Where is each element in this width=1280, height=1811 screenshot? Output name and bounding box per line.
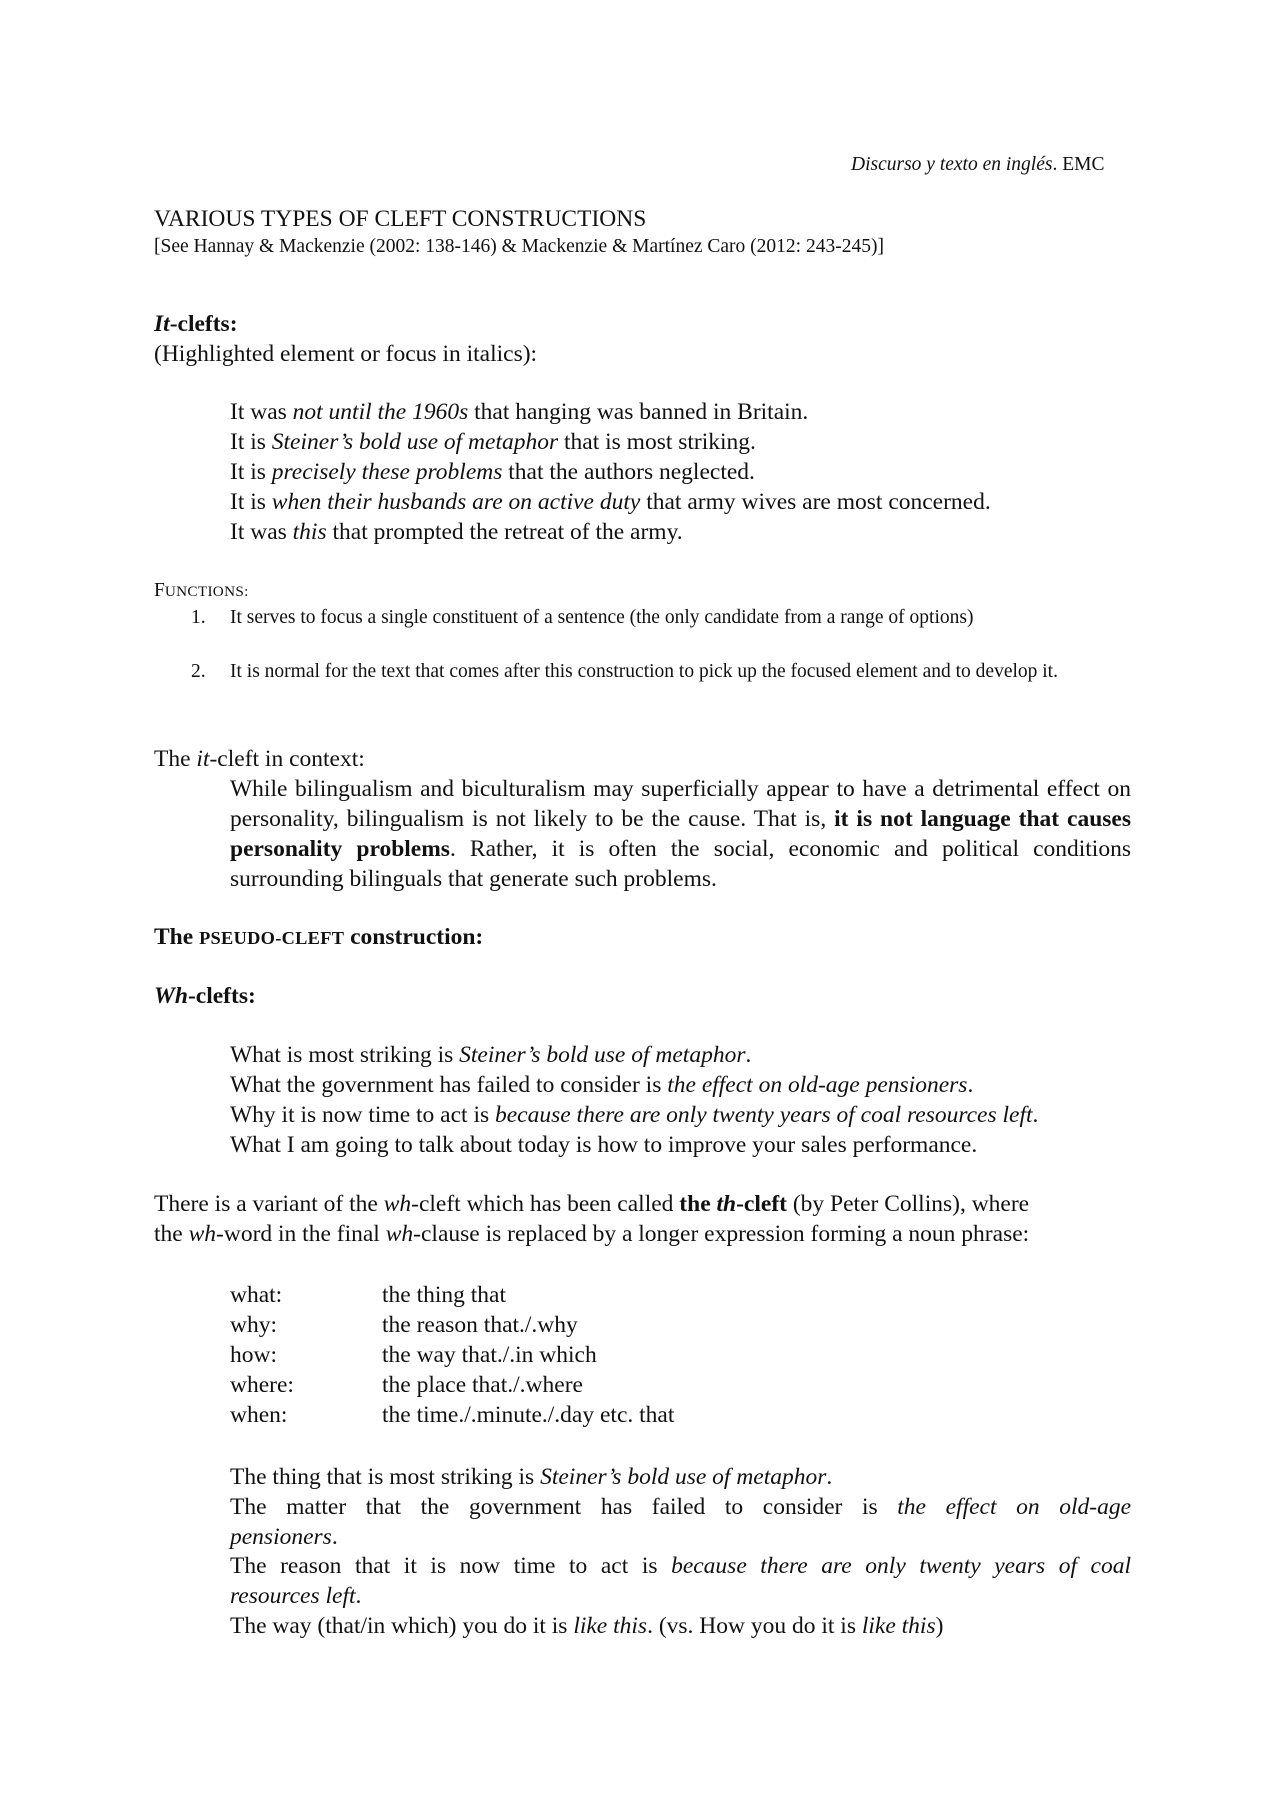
whcleft-example: What I am going to talk about today is how to improve your sales performance. [230, 1132, 978, 1158]
whcleft-example: Why it is now time to act is because there are only twenty years of coal resources left. [230, 1102, 1039, 1128]
list-number: 1. [191, 607, 206, 628]
thcleft-example: The way (that/in which) you do it is like this. (vs. How you do it is like this) [230, 1613, 944, 1639]
whcleft-example: What the government has failed to consider is the effect on old-age pensioners. [230, 1072, 974, 1098]
itclefts-heading: It-clefts: [154, 311, 238, 337]
list-text: It is normal for the text that comes after this construction to pick up the focused element and to develop it. [230, 661, 1058, 682]
mapping-value: the place that./.where [382, 1372, 583, 1398]
whclefts-heading: Wh-clefts: [154, 983, 256, 1009]
itcleft-example: It is when their husbands are on active duty that army wives are most concerned. [230, 489, 991, 515]
mapping-key: why: [230, 1312, 277, 1338]
page-title: VARIOUS TYPES OF CLEFT CONSTRUCTIONS [154, 206, 647, 232]
thcleft-example: The reason that it is now time to act is because there are only twenty years of coal resources left. [230, 1553, 1132, 1609]
itcleft-example: It is precisely these problems that the authors neglected. [230, 459, 755, 485]
mapping-value: the way that./.in which [382, 1342, 597, 1368]
mapping-value: the reason that./.why [382, 1312, 578, 1338]
mapping-key: what: [230, 1282, 283, 1308]
context-paragraph: While bilingualism and biculturalism may superficially appear to have a detrimental effect on personality, bilingualism is not likely to be the cause. That is, it is not language that causes personality problems. Rather, it is often the social, economic and political conditions surrounding bilinguals that generate such problems. [230, 776, 1131, 892]
itclefts-subheading: (Highlighted element or focus in italics): [154, 341, 538, 367]
list-number: 2. [191, 661, 206, 682]
itcleft-example: It is Steiner’s bold use of metaphor that is most striking. [230, 429, 756, 455]
mapping-key: how: [230, 1342, 277, 1368]
course-header [851, 152, 1104, 178]
functions-item-2 [191, 658, 1131, 714]
variant-paragraph-line-1: There is a variant of the wh-cleft which has been called the th-cleft (by Peter Collins), where [154, 1191, 1030, 1217]
mapping-value: the time./.minute./.day etc. that [382, 1402, 675, 1428]
itcleft-example: It was this that prompted the retreat of the army. [230, 519, 683, 545]
course-code: . EMC [1052, 154, 1105, 175]
thcleft-example: The matter that the government has failed to consider is the effect on old-age pensioners. [230, 1494, 1131, 1550]
course-name: Discurso y texto en inglés [851, 154, 1053, 175]
mapping-key: where: [230, 1372, 294, 1398]
variant-paragraph-line-2: the wh-word in the final wh-clause is replaced by a longer expression forming a noun phrase: [154, 1221, 1030, 1247]
mapping-value: the thing that [382, 1282, 507, 1308]
context-label: The it-cleft in context: [154, 746, 365, 772]
functions-item-1 [191, 604, 1131, 660]
functions-label: FUNCTIONS: [154, 580, 249, 601]
thcleft-example: The thing that is most striking is Steiner’s bold use of metaphor. [230, 1464, 833, 1490]
mapping-key: when: [230, 1402, 288, 1428]
itcleft-example: It was not until the 1960s that hanging was banned in Britain. [230, 399, 809, 425]
whcleft-example: What is most striking is Steiner’s bold use of metaphor. [230, 1042, 752, 1068]
list-text: It serves to focus a single constituent of a sentence (the only candidate from a range of options) [230, 607, 974, 628]
pseudo-cleft-heading: The PSEUDO-CLEFT construction: [154, 924, 484, 950]
reference-line: [See Hannay & Mackenzie (2002: 138-146) & Mackenzie & Martínez Caro (2012: 243-245)] [154, 236, 884, 257]
